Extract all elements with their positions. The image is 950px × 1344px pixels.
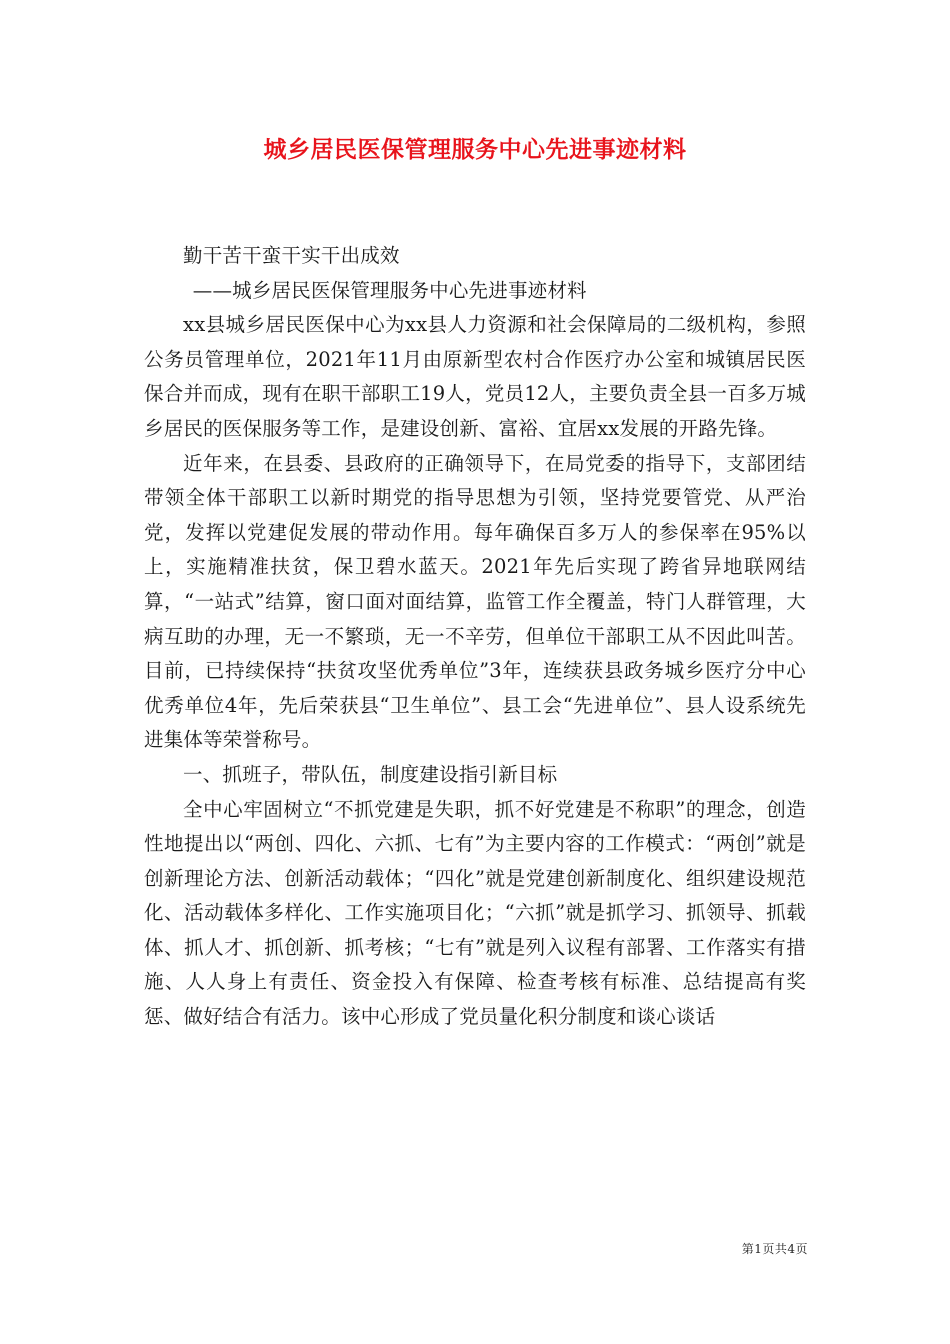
document-title: 城乡居民医保管理服务中心先进事迹材料 bbox=[263, 136, 687, 163]
document-body bbox=[144, 239, 806, 1035]
subtitle-line: 勤干苦干蛮干实干出成效 bbox=[183, 244, 400, 267]
page-number: 第1页共4页 bbox=[741, 1242, 808, 1256]
paragraph-party-building: 全中心牢固树立“不抓党建是失职，抓不好党建是不称职”的理念，创造性地提出以“两创、四化、六抓、七有”为主要内容的工作模式：“两创”就是创新理论方法、创新活动载体；“四化”就是党建创新制度化、组织建设规范化、活动载体多样化、工作实施项目化；“六抓”就是抓学习、抓领导、抓载体、抓人才、抓创新、抓考核；“七有”就是列入议程有部署、工作落实有措施、人人身上有责任、资金投入有保障、检查考核有标准、总结提高有奖惩、做好结合有活力。该中心形成了党员量化积分制度和谈心谈话 bbox=[144, 797, 806, 1029]
section-heading: 一、抓班子，带队伍，制度建设指引新目标 bbox=[183, 762, 558, 786]
paragraph-achievements: 近年来，在县委、县政府的正确领导下，在局党委的指导下，支部团结带领全体干部职工以新时期党的指导思想为引领，坚持党要管党、从严治党，发挥以党建促发展的带动作用。每年确保百多万人的参保率在95%以上，实施精准扶贫，保卫碧水蓝天。2021年先后实现了跨省异地联网结算，“一站式”结算，窗口面对面结算，监管工作全覆盖，特门人群管理，大病互助的办理，无一不繁琐，无一不辛劳，但单位干部职工从不因此叫苦。目前，已持续保持“扶贫攻坚优秀单位”3年，连续获县政务城乡医疗分中心优秀单位4年，先后荣获县“卫生单位”、县工会“先进单位”、县人设系统先进集体等荣誉称号。 bbox=[144, 451, 806, 752]
paragraph-intro: xx县城乡居民医保中心为xx县人力资源和社会保障局的二级机构，参照公务员管理单位，2021年11月由原新型农村合作医疗办公室和城镇居民医保合并而成，现有在职干部职工19人，党员12人，主要负责全县一百多万城乡居民的医保服务等工作，是建设创新、富裕、宜居xx发展的开路先锋。 bbox=[144, 313, 806, 440]
subtitle-dash-line: ——城乡居民医保管理服务中心先进事迹材料 bbox=[192, 278, 587, 302]
